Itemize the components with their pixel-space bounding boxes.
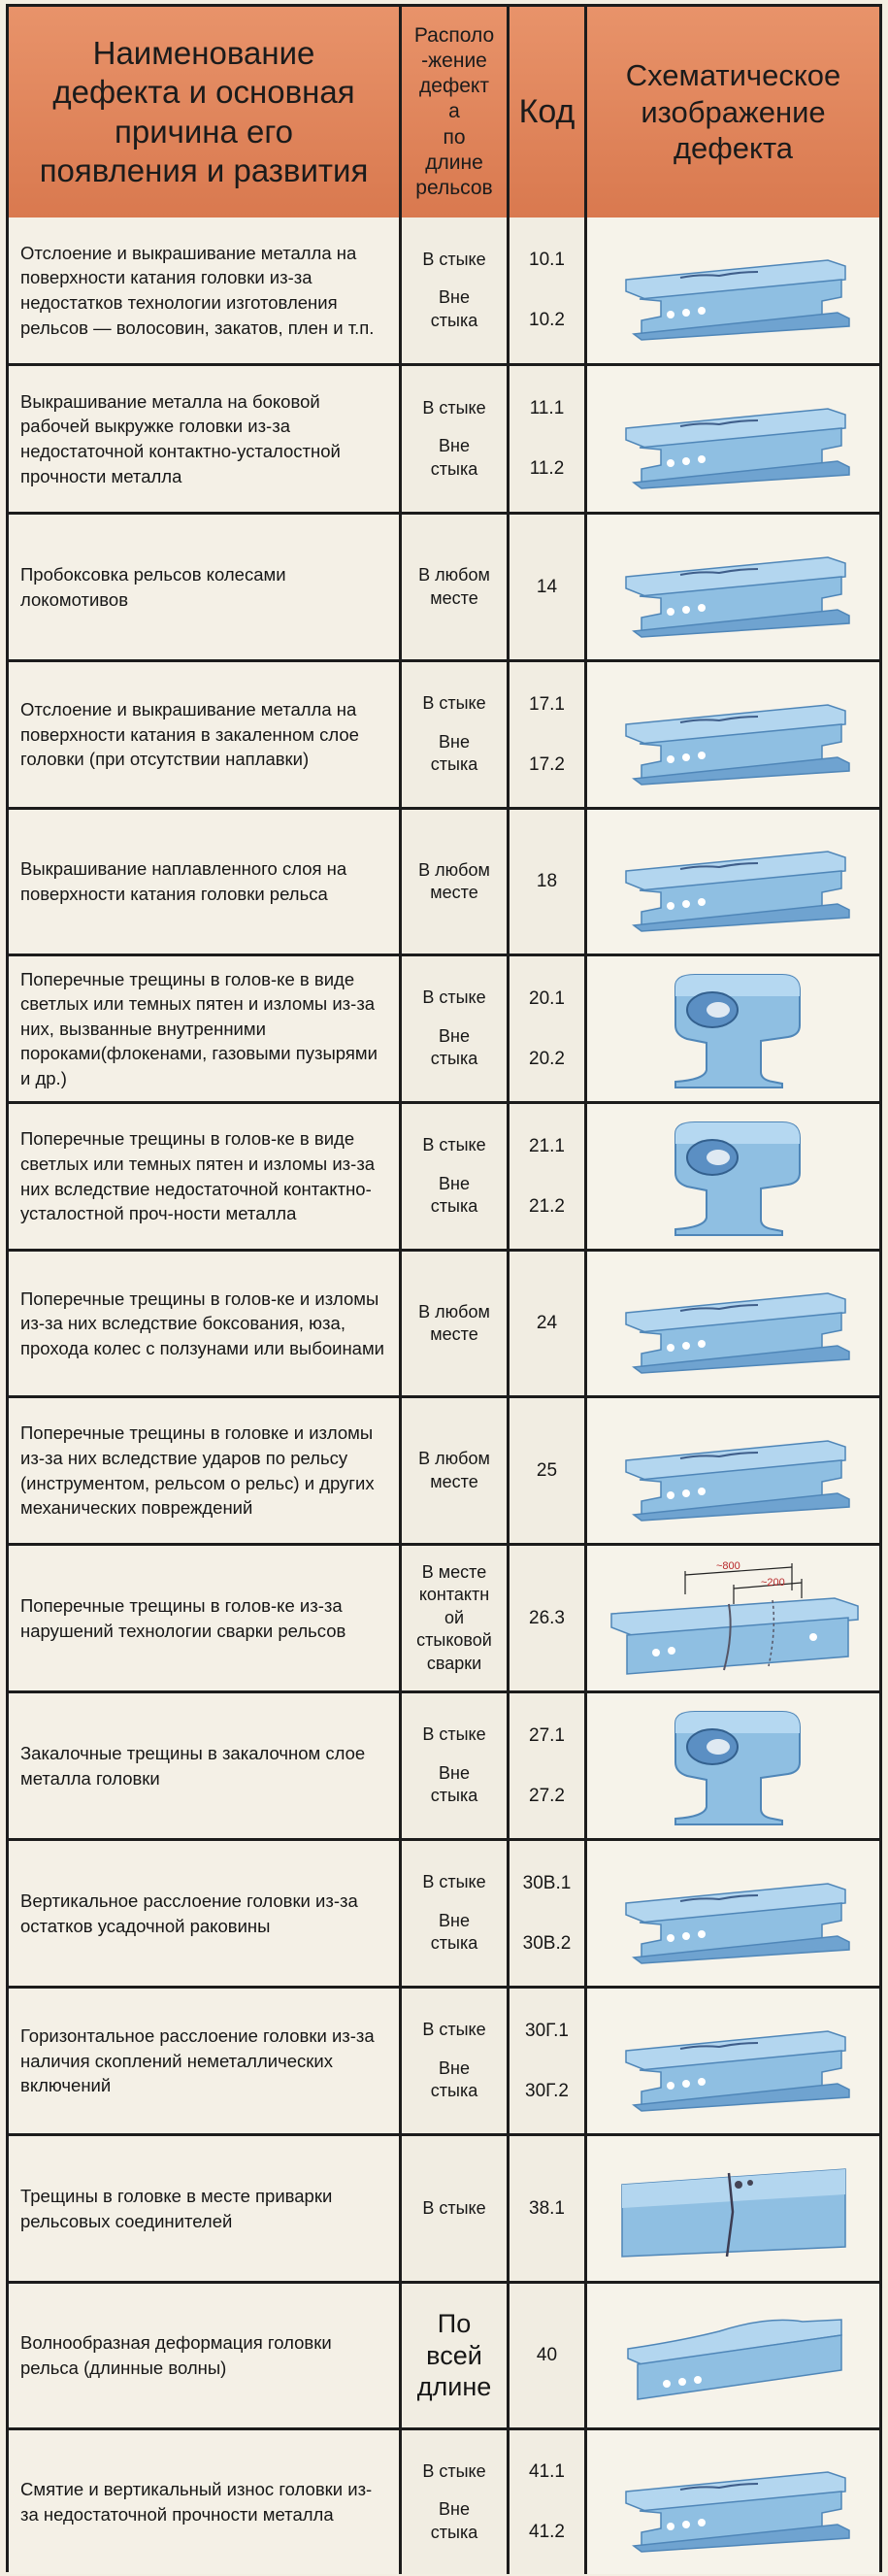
code-text: 30В.2 (522, 1932, 572, 1954)
code-text: 21.1 (529, 1135, 565, 1156)
defect-name: Трещины в головке в месте приварки рельсовых соединителей (9, 2136, 399, 2281)
defect-name: Поперечные трещины в голов-ке в виде светлых или темных пятен и изломы из-за них вследствие недостаточной контактно-усталостной проч-ности металла (9, 1104, 399, 1249)
rail-wave-icon (584, 2284, 879, 2427)
defect-code (507, 1841, 584, 1986)
code-text: 20.1 (529, 987, 565, 1009)
code-text: 27.1 (529, 1724, 565, 1746)
defect-code (507, 2430, 584, 2574)
location-text: В месте контактн ой стыковой сварки (416, 1562, 492, 1673)
location-text: Вне стыка (430, 436, 478, 479)
table-row (9, 956, 879, 1104)
defect-name: Выкрашивание металла на боковой рабочей выкружке головки из-за недостаточной контактно-усталостной прочности металла (9, 366, 399, 512)
defect-location (399, 515, 507, 659)
defect-code (507, 1546, 584, 1690)
rail-weld-crack-icon (584, 1546, 879, 1690)
defect-name: Горизонтальное расслоение головки из-за наличия скоплений неметаллических включений (9, 1989, 399, 2133)
defect-location (399, 217, 507, 363)
table-header (9, 7, 879, 220)
defect-name: Вертикальное расслоение головки из-за остатков усадочной раковины (9, 1841, 399, 1986)
location-text: Вне стыка (430, 2057, 478, 2101)
defect-code (507, 662, 584, 807)
defect-name: Смятие и вертикальный износ головки из-за недостаточной прочности металла (9, 2430, 399, 2574)
rail-vertical-split-icon (584, 1841, 879, 1986)
table-row (9, 1104, 879, 1252)
location-text: По всей длине (416, 2309, 492, 2402)
table-row (9, 2136, 879, 2284)
defect-code (507, 366, 584, 512)
defect-location (399, 2136, 507, 2281)
code-text: 17.2 (529, 753, 565, 775)
location-text: В стыке (422, 1135, 486, 1155)
header-name: Наименование дефекта и основная причина его появления и развития (39, 35, 369, 188)
rail-section-spot-icon (584, 956, 879, 1101)
code-text: 40 (536, 2345, 558, 2365)
location-text: В стыке (422, 693, 486, 714)
location-text: В любом месте (418, 565, 490, 608)
defect-code (507, 217, 584, 363)
defect-location (399, 1398, 507, 1543)
defect-code (507, 2136, 584, 2281)
location-text: В стыке (422, 1872, 486, 1892)
location-text: Вне стыка (430, 1910, 478, 1954)
location-text: В стыке (422, 1724, 486, 1745)
defect-location (399, 1841, 507, 1986)
defect-table (6, 4, 882, 2572)
code-text: 18 (536, 871, 558, 891)
table-row (9, 1252, 879, 1398)
defect-name: Поперечные трещины в голов-ке в виде светлых или темных пятен и изломы из-за них, вызванные внутренними пороками(флокенами, газовыми пузырями и др.) (9, 956, 399, 1101)
table-row (9, 1841, 879, 1989)
location-text: Вне стыка (430, 287, 478, 330)
code-text: 41.1 (529, 2461, 565, 2482)
table-body (9, 217, 879, 2574)
location-text: Вне стыка (430, 1025, 478, 1069)
defect-code (507, 1398, 584, 1543)
location-text: В любом месте (418, 1301, 490, 1344)
code-text: 27.2 (529, 1785, 565, 1806)
table-row (9, 366, 879, 515)
defect-code (507, 515, 584, 659)
rail-transverse-crack-icon (584, 1252, 879, 1395)
defect-location (399, 2430, 507, 2574)
table-row (9, 217, 879, 366)
table-row (9, 810, 879, 956)
rail-horizontal-split-icon (584, 1989, 879, 2133)
svg-text:~800: ~800 (715, 1559, 740, 1572)
code-text: 21.2 (529, 1195, 565, 1217)
code-text: 11.1 (529, 398, 565, 418)
rail-bond-crack-icon (584, 2136, 879, 2281)
defect-location (399, 1989, 507, 2133)
table-row (9, 1546, 879, 1693)
header-code: Код (507, 7, 584, 217)
code-text: 38.1 (529, 2197, 565, 2219)
defect-name: Закалочные трещины в закалочном слое металла головки (9, 1693, 399, 1838)
defect-code (507, 1104, 584, 1249)
defect-location (399, 1693, 507, 1838)
table-row (9, 1398, 879, 1546)
defect-name: Поперечные трещины в голов-ке из-за нарушений технологии сварки рельсов (9, 1546, 399, 1690)
rail-hardened-spalling-icon (584, 662, 879, 807)
code-text: 26.3 (529, 1607, 565, 1628)
rail-section-fatigue-icon (584, 1104, 879, 1249)
rail-impact-crack-icon (584, 1398, 879, 1543)
defect-location (399, 1546, 507, 1690)
defect-location (399, 366, 507, 512)
code-text: 30В.1 (522, 1872, 572, 1893)
defect-code (507, 2284, 584, 2427)
table-row (9, 2430, 879, 2574)
defect-location (399, 956, 507, 1101)
defect-code (507, 1693, 584, 1838)
location-text: В любом месте (418, 859, 490, 902)
defect-name: Волнообразная деформация головки рельса (длинные волны) (9, 2284, 399, 2427)
location-text: В стыке (422, 987, 486, 1008)
code-text: 41.2 (529, 2522, 565, 2542)
defect-name: Поперечные трещины в голов-ке и изломы из-за них вследствие боксования, юза, прохода колес с ползунами или выбоинами (9, 1252, 399, 1395)
location-text: Вне стыка (430, 731, 478, 775)
location-text: Вне стыка (430, 1173, 478, 1217)
code-text: 24 (536, 1313, 558, 1333)
location-text: В стыке (422, 2197, 486, 2218)
svg-text:~200: ~200 (760, 1576, 785, 1589)
defect-name: Пробоксовка рельсов колесами локомотивов (9, 515, 399, 659)
table-row (9, 2284, 879, 2430)
location-text: В стыке (422, 2020, 486, 2040)
defect-name: Выкрашивание наплавленного слоя на поверхности катания головки рельса (9, 810, 399, 953)
location-text: В стыке (422, 2460, 486, 2481)
location-text: В любом месте (418, 1449, 490, 1491)
defect-name: Отслоение и выкрашивание металла на поверхности катания головки из-за недостатков технологии изготовления рельсов — волосовин, закатов, плен и т.п. (9, 217, 399, 363)
defect-location (399, 1252, 507, 1395)
header-image: Схематическое изображение дефекта (584, 7, 879, 217)
defect-location (399, 2284, 507, 2427)
header-location: Располо -жение дефект а по длине рельсов (399, 7, 507, 217)
rail-crush-wear-icon (584, 2430, 879, 2574)
defect-code (507, 1989, 584, 2133)
table-row (9, 515, 879, 662)
code-text: 11.2 (529, 458, 565, 479)
table-row (9, 1693, 879, 1841)
defect-code (507, 1252, 584, 1395)
location-text: Вне стыка (430, 2499, 478, 2542)
defect-location (399, 810, 507, 953)
defect-name: Отслоение и выкрашивание металла на поверхности катания в закаленном слое головки (при отсутствии наплавки) (9, 662, 399, 807)
defect-code (507, 956, 584, 1101)
code-text: 14 (536, 576, 558, 597)
rail-wheel-burn-icon (584, 515, 879, 659)
code-text: 10.2 (529, 310, 565, 330)
code-text: 30Г.1 (525, 2020, 569, 2041)
defect-name: Поперечные трещины в головке и изломы из-за них вследствие ударов по рельсу (инструментом, рельсом о рельс) и других механических повреждений (9, 1398, 399, 1543)
location-text: Вне стыка (430, 1762, 478, 1806)
rail-weld-deposit-spalling-icon (584, 810, 879, 953)
rail-surface-spalling-icon (584, 217, 879, 363)
code-text: 17.1 (529, 693, 565, 715)
defect-code (507, 810, 584, 953)
code-text: 20.2 (529, 1048, 565, 1069)
code-text: 30Г.2 (525, 2080, 569, 2101)
location-text: В стыке (422, 249, 486, 269)
table-row (9, 1989, 879, 2136)
code-text: 10.1 (529, 250, 565, 270)
rail-section-quench-icon (584, 1693, 879, 1838)
rail-side-spalling-icon (584, 366, 879, 512)
location-text: В стыке (422, 397, 486, 418)
table-row (9, 662, 879, 810)
defect-location (399, 662, 507, 807)
code-text: 25 (536, 1459, 558, 1481)
defect-location (399, 1104, 507, 1249)
